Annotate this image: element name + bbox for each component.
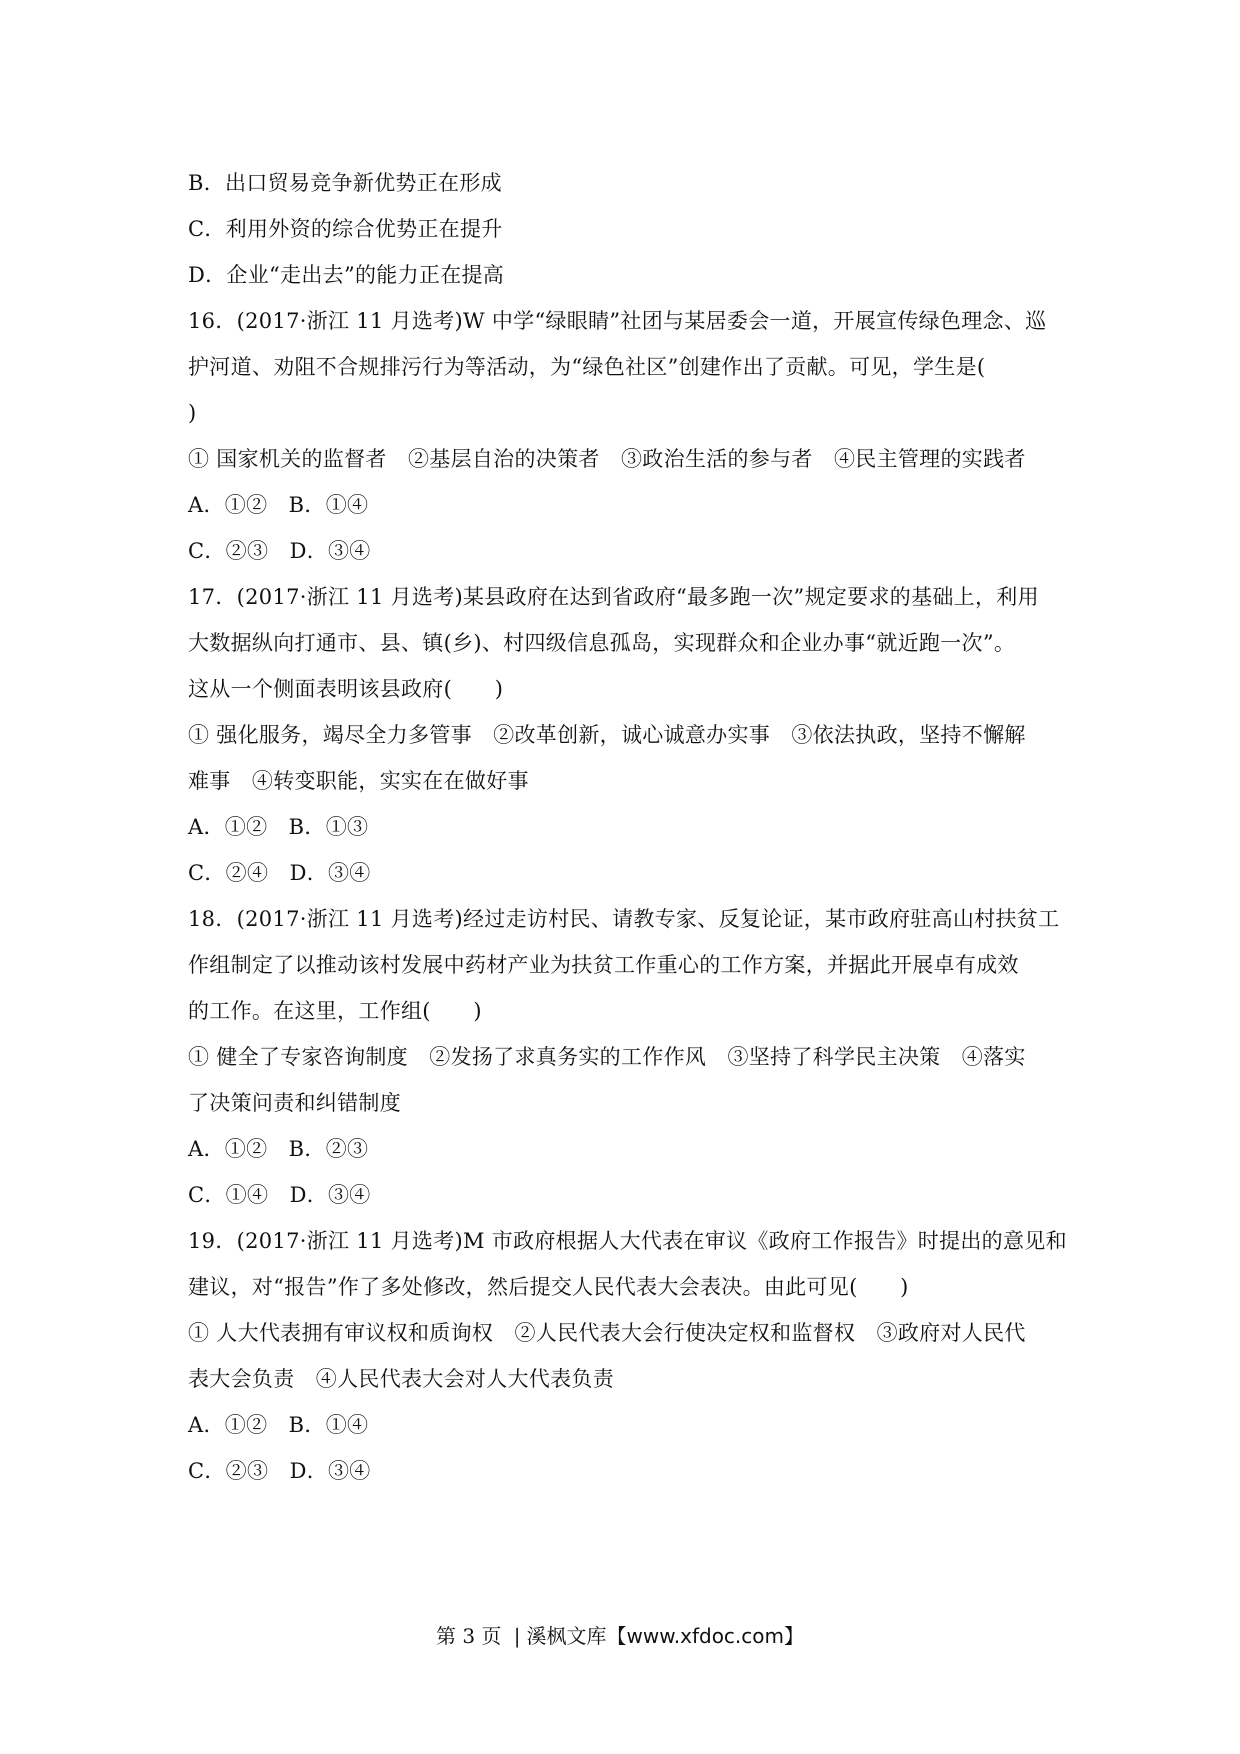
question-16-line-1: 16．(2017·浙江 11 月选考)W 中学“绿眼睛”社团与某居委会一道，开展宣传绿色理念、巡 (188, 309, 1047, 333)
question-17-options-ab: A．①② B．①③ (188, 815, 369, 839)
question-16-options-cd: C．②③ D．③④ (188, 539, 371, 563)
question-17-line-3: 这从一个侧面表明该县政府( ) (188, 677, 504, 701)
site-link[interactable]: 【www.xfdoc.com】 (606, 1624, 805, 1648)
question-19-options-ab: A．①② B．①④ (188, 1413, 369, 1437)
question-18-line-1: 18．(2017·浙江 11 月选考)经过走访村民、请教专家、反复论证，某市政府驻高山村扶贫工 (188, 907, 1060, 931)
question-19-line-1: 19．(2017·浙江 11 月选考)M 市政府根据人大代表在审议《政府工作报告》时提出的意见和 (188, 1229, 1067, 1253)
question-18-options-ab: A．①② B．②③ (188, 1137, 369, 1161)
question-19-statements-1: ① 人大代表拥有审议权和质询权 ②人民代表大会行使决定权和监督权 ③政府对人民代 (188, 1321, 1026, 1345)
question-18-statements-1: ① 健全了专家咨询制度 ②发扬了求真务实的工作作风 ③坚持了科学民主决策 ④落实 (188, 1045, 1026, 1069)
question-18-line-3: 的工作。在这里，工作组( ) (188, 999, 482, 1023)
library-name: 溪枫文库 (526, 1624, 607, 1648)
page-number: 第 3 页 (435, 1624, 502, 1648)
footer-separator: | (513, 1624, 521, 1648)
question-17-line-1: 17．(2017·浙江 11 月选考)某县政府在达到省政府“最多跑一次”规定要求的基础上，利用 (188, 585, 1039, 609)
question-19-options-cd: C．②③ D．③④ (188, 1459, 371, 1483)
page-footer (0, 1622, 1240, 1650)
question-17-statements-1: ① 强化服务，竭尽全力多管事 ②改革创新，诚心诚意办实事 ③依法执政，坚持不懈解 (188, 723, 1026, 747)
option-b-line: B．出口贸易竞争新优势正在形成 (188, 171, 502, 195)
question-18-options-cd: C．①④ D．③④ (188, 1183, 371, 1207)
question-16-statements: ① 国家机关的监督者 ②基层自治的决策者 ③政治生活的参与者 ④民主管理的实践者 (188, 447, 1026, 471)
question-18-statements-2: 了决策问责和纠错制度 (188, 1091, 401, 1115)
question-19-statements-2: 表大会负责 ④人民代表大会对人大代表负责 (188, 1367, 614, 1391)
option-c-line: C．利用外资的综合优势正在提升 (188, 217, 503, 241)
question-17-line-2: 大数据纵向打通市、县、镇(乡)、村四级信息孤岛，实现群众和企业办事“就近跑一次”。 (188, 631, 1016, 655)
question-16-line-3: ) (188, 401, 197, 425)
question-17-statements-2: 难事 ④转变职能，实实在在做好事 (188, 769, 529, 793)
question-19-line-2: 建议，对“报告”作了多处修改，然后提交人民代表大会表决。由此可见( ) (188, 1275, 909, 1299)
option-d-line: D．企业“走出去”的能力正在提高 (188, 263, 505, 287)
document-body (188, 160, 1068, 1494)
question-17-options-cd: C．②④ D．③④ (188, 861, 371, 885)
question-18-line-2: 作组制定了以推动该村发展中药材产业为扶贫工作重心的工作方案，并据此开展卓有成效 (188, 953, 1019, 977)
question-16-options-ab: A．①② B．①④ (188, 493, 369, 517)
question-16-line-2: 护河道、劝阻不合规排污行为等活动，为“绿色社区”创建作出了贡献。可见，学生是( (188, 355, 986, 379)
